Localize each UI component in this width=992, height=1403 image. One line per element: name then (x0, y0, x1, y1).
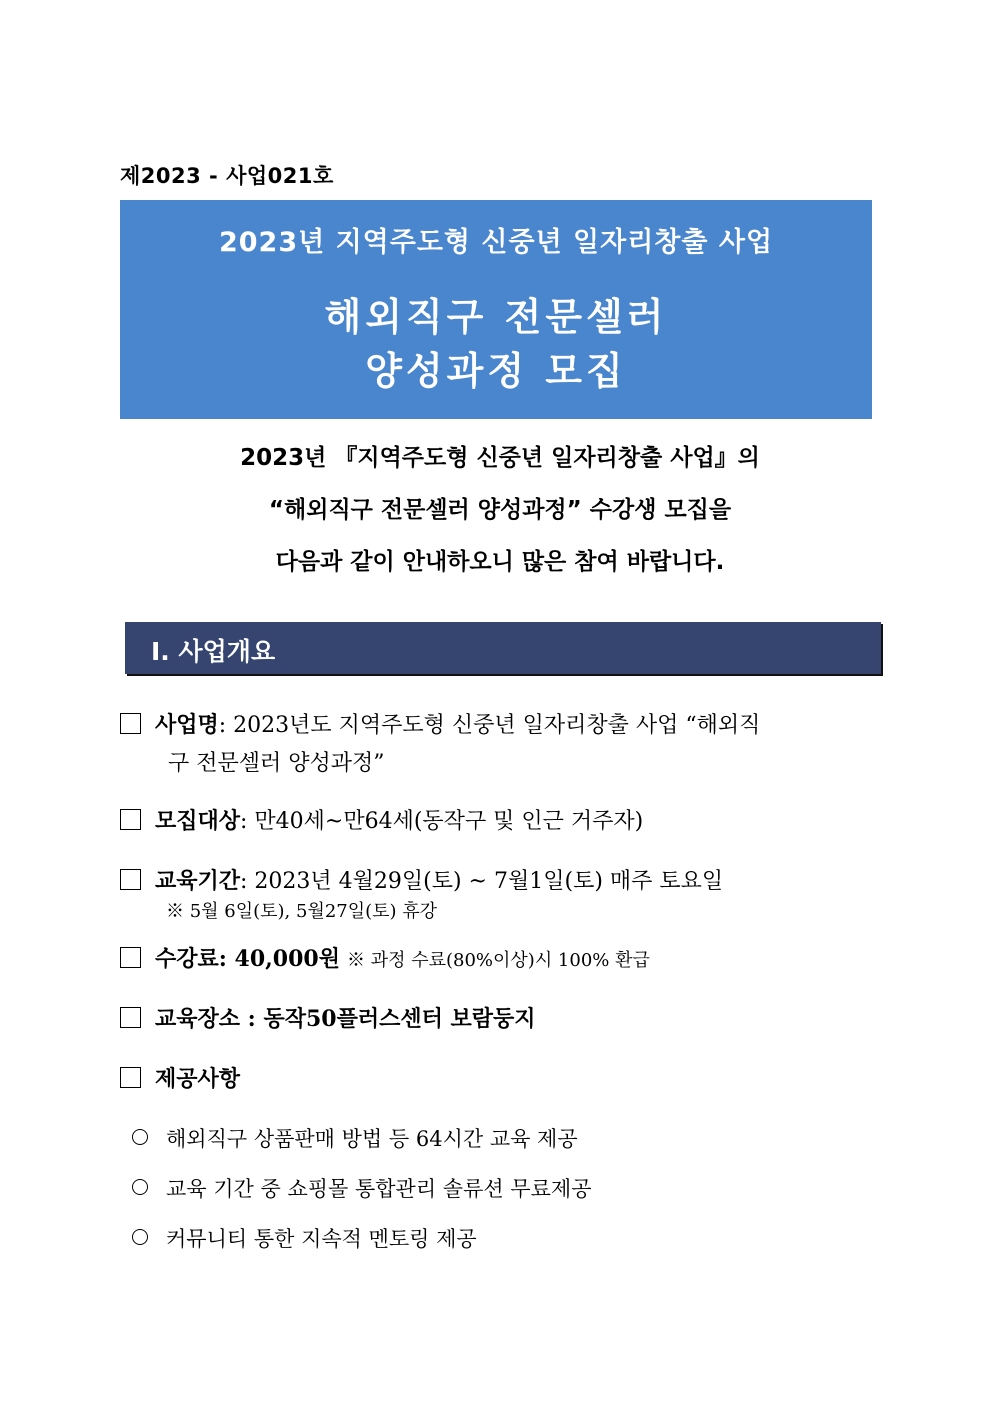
item-fee (120, 944, 880, 976)
provision-text: 해외직구 상품판매 방법 등 64시간 교육 제공 (166, 1127, 578, 1151)
item-label: 교육기간 (155, 868, 241, 894)
intro-line1: 2023년 『지역주도형 신중년 일자리창출 사업』의 (240, 445, 760, 471)
item-period (120, 866, 880, 927)
checkbox-icon (120, 869, 141, 890)
item-label: 교육장소 : 동작50플러스센터 보람둥지 (155, 1006, 536, 1032)
item-value: : 2023년 4월29일(토) ~ 7월1일(토) 매주 토요일 (240, 869, 724, 894)
provision-text: 커뮤니티 통한 지속적 멘토링 제공 (166, 1227, 477, 1251)
section-header-overview (125, 622, 881, 674)
item-label: 모집대상 (155, 808, 241, 834)
item-label: 제공사항 (155, 1066, 241, 1092)
fee-note: ※ 과정 수료(80%이상)시 100% 환급 (347, 950, 650, 971)
item-place (120, 1004, 880, 1035)
intro-text (120, 432, 880, 588)
checkbox-icon (120, 809, 141, 830)
banner-subtitle: 2023년 지역주도형 신중년 일자리창출 사업 (218, 227, 774, 258)
checkbox-icon (120, 1007, 141, 1028)
circle-bullet-icon (132, 1179, 148, 1195)
item-label: 수강료: 40,000원 (155, 946, 340, 972)
list-item (132, 1124, 872, 1154)
list-item (132, 1224, 872, 1254)
banner-title-line1: 해외직구 전문셀러 (324, 295, 668, 339)
intro-line2: “해외직구 전문셀러 양성과정” 수강생 모집을 (268, 497, 732, 523)
provision-text: 교육 기간 중 쇼핑몰 통합관리 솔류션 무료제공 (166, 1177, 592, 1201)
list-item (132, 1174, 872, 1204)
section-title: Ⅰ. 사업개요 (151, 637, 276, 666)
document-number: 제2023 - 사업021호 (120, 164, 334, 188)
circle-bullet-icon (132, 1229, 148, 1245)
checkbox-icon (120, 713, 141, 734)
item-value-continued: 구 전문셀러 양성과정” (168, 751, 385, 776)
item-provisions (120, 1064, 880, 1095)
checkbox-icon (120, 1067, 141, 1088)
intro-line3: 다음과 같이 안내하오니 많은 참여 바랍니다. (275, 549, 725, 575)
circle-bullet-icon (132, 1129, 148, 1145)
banner-title-line2: 양성과정 모집 (365, 349, 627, 393)
item-value: : 만40세~만64세(동작구 및 인근 거주자) (240, 809, 644, 834)
item-label: 사업명 (155, 712, 219, 738)
title-banner (120, 200, 872, 419)
item-value: : 2023년도 지역주도형 신중년 일자리창출 사업 “해외직 (218, 713, 761, 738)
period-note: ※ 5월 6일(토), 5월27일(토) 휴강 (166, 901, 438, 922)
checkbox-icon (120, 947, 141, 968)
item-target (120, 806, 880, 837)
item-project-name (120, 706, 880, 783)
banner-title (120, 290, 872, 398)
